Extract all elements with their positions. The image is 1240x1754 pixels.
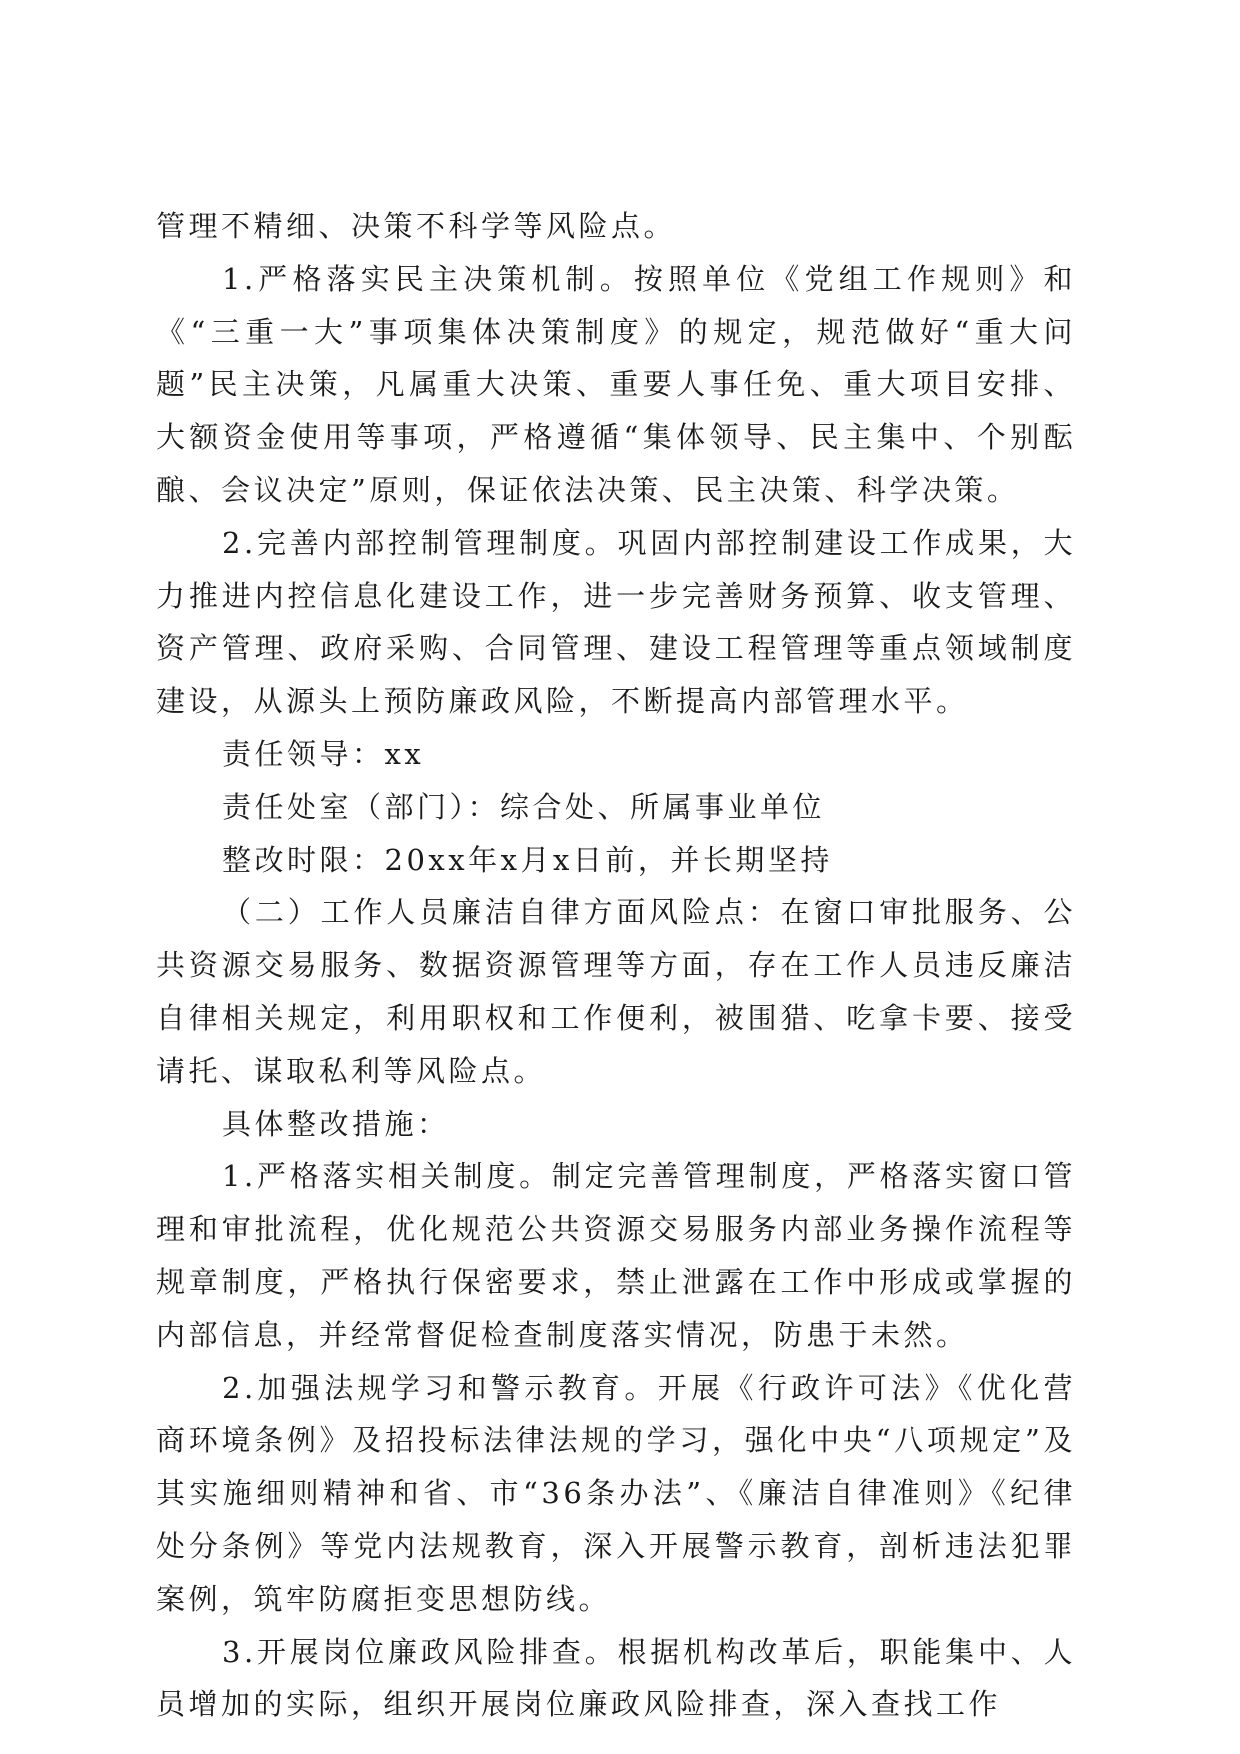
document-body <box>156 200 1076 1731</box>
section-heading-integrity-risk: （二）工作人员廉洁自律方面风险点：在窗口审批服务、公共资源交易服务、数据资源管理等方面，存在工作人员违反廉洁自律相关规定，利用职权和工作便利，被围猎、吃拿卡要、接受请托、谋取私利等风险点。 <box>156 895 1076 1088</box>
paragraph-internal-control: 2.完善内部控制管理制度。巩固内部控制建设工作成果，大力推进内控信息化建设工作，进一步完善财务预算、收支管理、资产管理、政府采购、合同管理、建设工程管理等重点领域制度建设，从源头上预防廉政风险，不断提高内部管理水平。 <box>156 525 1076 719</box>
rectification-deadline: 整改时限：20xx年x月x日前，并长期坚持 <box>222 842 833 877</box>
responsible-department: 责任处室（部门）：综合处、所属事业单位 <box>222 789 826 824</box>
paragraph-risk-check: 3.开展岗位廉政风险排查。根据机构改革后，职能集中、人员增加的实际，组织开展岗位廉政风险排查，深入查找工作 <box>156 1634 1076 1722</box>
paragraph-law-study: 2.加强法规学习和警示教育。开展《行政许可法》《优化营商环境条例》及招投标法律法规的学习，强化中央“八项规定”及其实施细则精神和省、市“36条办法”、《廉洁自律准则》《纪律处分条例》等党内法规教育，深入开展警示教育，剖析违法犯罪案例，筑牢防腐拒变思想防线。 <box>156 1370 1076 1616</box>
paragraph-democratic-decision: 1.严格落实民主决策机制。按照单位《党组工作规则》和《“三重一大”事项集体决策制度》的规定，规范做好“重大问题”民主决策，凡属重大决策、重要人事任免、重大项目安排、大额资金使用等事项，严格遵循“集体领导、民主集中、个别酝酿、会议决定”原则，保证依法决策、民主决策、科学决策。 <box>156 261 1076 507</box>
paragraph-implement-system: 1.严格落实相关制度。制定完善管理制度，严格落实窗口管理和审批流程，优化规范公共资源交易服务内部业务操作流程等规章制度，严格执行保密要求，禁止泄露在工作中形成或掌握的内部信息，并经常督促检查制度落实情况，防患于未然。 <box>156 1159 1076 1352</box>
paragraph-continuation: 管理不精细、决策不科学等风险点。 <box>156 209 677 243</box>
measures-label: 具体整改措施： <box>222 1106 450 1141</box>
responsible-leader: 责任领导：xx <box>222 736 425 771</box>
